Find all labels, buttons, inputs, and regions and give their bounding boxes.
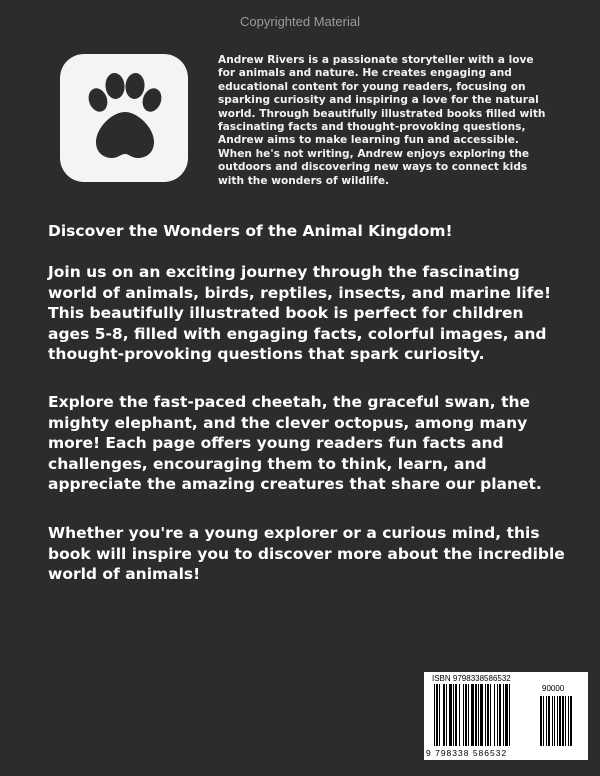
isbn-label: ISBN 9798338586532 — [432, 674, 511, 683]
barcode-bars — [424, 672, 588, 760]
body-paragraph-3: Whether you're a young explorer or a curious mind, this book will inspire you to discover more about the incredible world of animals! — [48, 524, 565, 583]
isbn-digits: 9 798338 586532 — [426, 748, 508, 758]
paw-print-icon — [60, 54, 188, 182]
author-bio: Andrew Rivers is a passionate storyteller with a love for animals and nature. He creates engaging and educational content for young readers, focusing on sparking curiosity and inspiring a love for the natural world. Through beautifully illustrated books filled with fascinating facts and thought-provoking questions, Andrew aims to make learning fun and accessible. When he's not writing, Andrew enjoys exploring the outdoors and discovering new ways to connect kids with the wonders of wildlife. — [218, 54, 546, 187]
body-paragraph-2: Explore the fast-paced cheetah, the graceful swan, the mighty elephant, and the clever octopus, among many more! Each page offers young readers fun facts and challenges, encouraging them to think, learn, and appreciate the amazing creatures that share our planet. — [48, 393, 542, 493]
copyright-watermark: Copyrighted Material — [240, 14, 360, 29]
isbn-barcode — [424, 672, 588, 760]
body-paragraph-1: Join us on an exciting journey through the fascinating world of animals, birds, reptiles, insects, and marine life! This beautifully illustrated book is perfect for children ages 5-8, filled with engaging facts, colorful images, and thought-provoking questions that spark curiosity. — [48, 263, 552, 363]
headline: Discover the Wonders of the Animal Kingdom! — [48, 222, 453, 240]
barcode-addon-number: 90000 — [542, 684, 565, 693]
paw-logo — [60, 54, 188, 182]
